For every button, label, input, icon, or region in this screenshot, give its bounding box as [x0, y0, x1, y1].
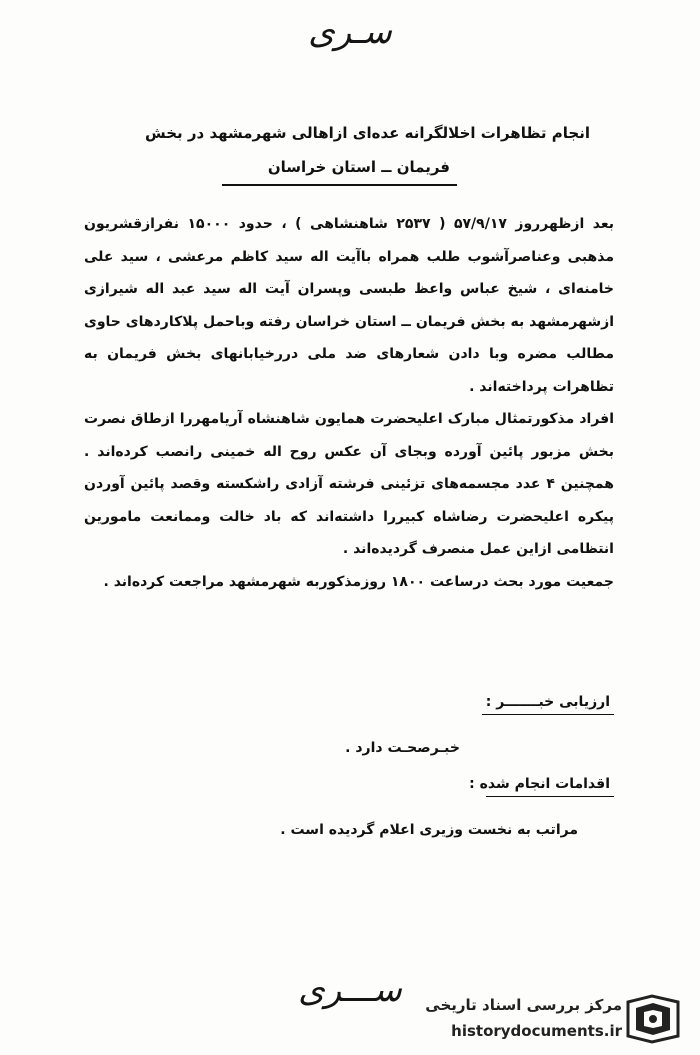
history-documents-logo-icon — [622, 992, 684, 1044]
classification-top: سـری — [308, 12, 392, 52]
document-body — [84, 208, 614, 598]
body-paragraph: افراد مذکورتمثال مبارک اعلیحضرت همایون شاهنشاه آریامهررا ازطاق نصرت بخش مزبور پائین آورده وبجای آن عکس روح اله خمینی رانصب کرده‌اند . همچنین ۴ عدد مجسمه‌های تزئینی فرشته آزادی راشکسته وقصد پائین آوردن پیکره اعلیحضرت رضاشاه کبیررا داشته‌اند که باد خالت وممانعت مامورین انتظامی ازاین عمل منصرف گردیده‌اند . — [84, 411, 614, 557]
document-title-line1: انجام تظاهرات اخلالگرانه عده‌ای ازاهالی شهرمشهد در بخش — [145, 124, 590, 142]
assessment-underline — [482, 714, 614, 715]
body-paragraph: جمعیت مورد بحث درساعت ۱۸۰۰ روزمذکوربه شهرمشهد مراجعت کرده‌اند . — [103, 573, 614, 590]
archive-website: historydocuments.ir — [451, 1022, 622, 1040]
assessment-label: ارزیابی خبـــــــر : — [485, 694, 610, 710]
body-paragraph: بعد ازظهرروز ۵۷/۹/۱۷ ( ۲۵۳۷ شاهنشاهی ) ، حدود ۱۵۰۰۰ نفرازقشریون مذهبی وعناصرآشوب طلب همراه باآیت اله سید کاظم مرعشی ، سید علی خامنه‌ای ، شیخ عباس واعظ طبسی وپسران آیت اله سید عبد اله شیرازی ازشهرمشهد به بخش فریمان ــ استان خراسان رفته وباحمل پلاکاردهای حاوی مطالب مضره وبا دادن شعارهای ضد ملی دررخیابانهای بخش فریمان به تظاهرات پرداخته‌اند . — [84, 216, 614, 395]
classification-bottom: ســـری — [298, 970, 402, 1010]
title-underline — [222, 184, 457, 186]
actions-value: مراتب به نخست وزیری اعلام گردیده است . — [280, 822, 578, 838]
assessment-value: خبـرصحـت دارد . — [345, 740, 460, 756]
actions-label: اقدامات انجام شده : — [469, 776, 610, 792]
archive-name: مرکز بررسی اسناد تاریخی — [425, 996, 622, 1014]
actions-underline — [486, 796, 614, 797]
document-title-line2: فریمان ــ استان خراسان — [267, 158, 450, 176]
